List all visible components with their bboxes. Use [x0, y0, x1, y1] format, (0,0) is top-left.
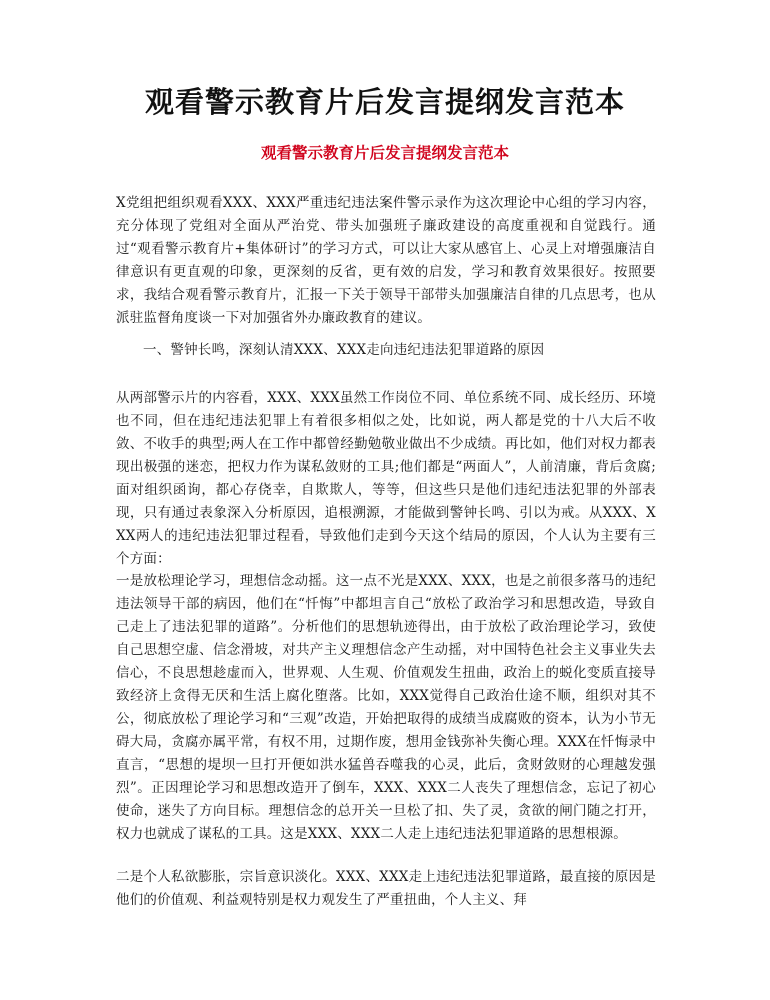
document-title: 观看警示教育片后发言提纲发言范本	[144, 85, 625, 119]
document-subtitle: 观看警示教育片后发言提纲发言范本	[260, 143, 509, 162]
intro-paragraph: X党组把组织观看XXX、XXX严重违纪违法案件警示录作为这次理论中心组的学习内容，充分体现了党组对全面从严治党、带头加强班子廉政建设的高度重视和自觉践行。通过“观看警示教育片+集体研讨”的学习方式，可以让大家从感官上、心灵上对增强廉洁自律意识有更直观的印象，更深刻的反省，更有效的启发，学习和教育效果很好。按照要求，我结合观看警示教育片，汇报一下关于领导干部带头加强廉洁自律的几点思考，也从派驻监督角度谈一下对加强省外办廉政教育的建议。	[116, 195, 656, 326]
section-heading-1: 一、警钟长鸣，深刻认清XXX、XXX走向违纪违法犯罪道路的原因	[143, 342, 545, 358]
point-1-paragraph: 一是放松理论学习，理想信念动摇。这一点不光是XXX、XXX，也是之前很多落马的违纪违法领导干部的病因，他们在“忏悔”中都坦言自己“放松了政治学习和思想改造，导致自己走上了违法犯罪的道路”。分析他们的思想轨迹得出，由于放松了政治理论学习，致使自己思想空虚、信念滑坡，对共产主义理想信念产生动摇，对中国特色社会主义事业失去信心，不良思想趁虚而入，世界观、人生观、价值观发生扭曲，政治上的蜕化变质直接导致经济上贪得无厌和生活上腐化堕落。比如，XXX觉得自己政治仕途不顺，组织对其不公，彻底放松了理论学习和“三观”改造，开始把取得的成绩当成腐败的资本，认为小节无碍大局，贪腐亦属平常，有权不用，过期作废，想用金钱弥补失衡心理。XXX在忏悔录中直言，“思想的堤坝一旦打开便如洪水猛兽吞噬我的心灵，此后，贪财敛财的心理越发强烈”。正因理论学习和思想改造开了倒车，XXX、XXX二人丧失了理想信念，忘记了初心使命，迷失了方向目标。理想信念的总开关一旦松了扣、失了灵，贪欲的闸门随之打开，权力也就成了谋私的工具。这是XXX、XXX二人走上违纪违法犯罪道路的思想根源。	[116, 573, 656, 842]
section-1-paragraph: 从两部警示片的内容看，XXX、XXX虽然工作岗位不同、单位系统不同、成长经历、环境也不同，但在违纪违法犯罪上有着很多相似之处，比如说，两人都是党的十八大后不收敛、不收手的典型;两人在工作中都曾经勤勉敬业做出不少成绩。再比如，他们对权力都表现出极强的迷恋，把权力作为谋私敛财的工具;他们都是“两面人”，人前清廉，背后贪腐;面对组织函询，都心存侥幸，自欺欺人，等等，但这些只是他们违纪违法犯罪的外部表现，只有通过表象深入分析原因，追根溯源，才能做到警钟长鸣、引以为戒。从XXX、XXX两人的违纪违法犯罪过程看，导致他们走到今天这个结局的原因，个人认为主要有三个方面：	[116, 390, 656, 567]
point-2-paragraph: 二是个人私欲膨胀，宗旨意识淡化。XXX、XXX走上违纪违法犯罪道路，最直接的原因是他们的价值观、利益观特别是权力观发生了严重扭曲，个人主义、拜	[116, 869, 656, 908]
